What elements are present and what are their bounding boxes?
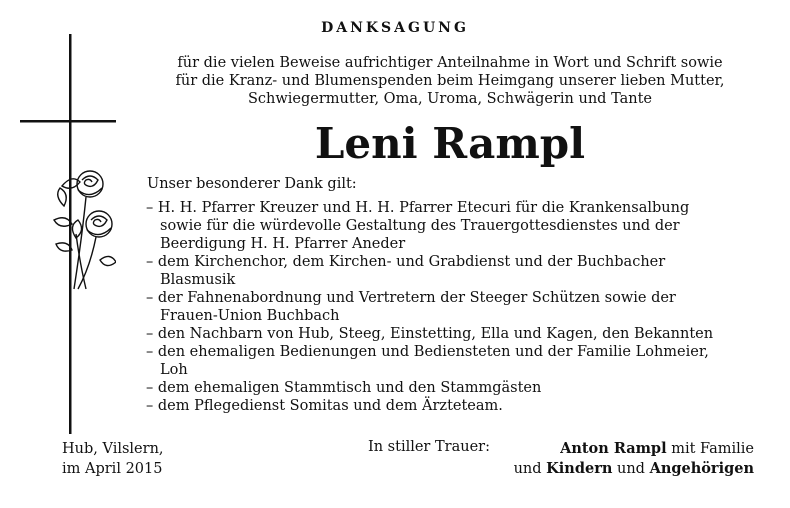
footer-place-date <box>62 439 164 479</box>
mourner-line2-pre: und <box>513 461 547 477</box>
mourners-line-2 <box>514 459 754 479</box>
list-item <box>146 199 766 253</box>
list-item-line: Beerdigung H. H. Pfarrer Aneder <box>160 236 406 252</box>
mourner-name: Anton Rampl <box>560 440 667 457</box>
list-item-line: – dem Pflegedienst Somitas und dem Ärzteteam. <box>146 398 503 414</box>
rose-icon <box>54 171 116 289</box>
mourner-children: Kindern <box>546 460 613 477</box>
list-item-line: Loh <box>160 362 188 378</box>
footer-date: im April 2015 <box>62 461 163 477</box>
list-item-line: Frauen-Union Buchbach <box>160 308 340 324</box>
thanks-intro: Unser besonderer Dank gilt: <box>147 176 357 192</box>
list-item <box>146 397 766 415</box>
cross-with-roses <box>16 34 116 434</box>
intro-line: Schwiegermutter, Oma, Uroma, Schwägerin und Tante <box>247 91 653 107</box>
list-item-line: sowie für die würdevolle Gestaltung des Trauergottesdienstes und der <box>160 218 680 234</box>
mourner-line2-mid: und <box>612 461 650 477</box>
mourning-prefix: In stiller Trauer: <box>368 439 490 455</box>
mourners-line-1 <box>514 439 754 459</box>
list-item <box>146 289 766 325</box>
list-item <box>146 253 766 289</box>
intro-line: für die vielen Beweise aufrichtiger Anteilnahme in Wort und Schrift sowie <box>177 55 723 71</box>
intro-line: für die Kranz- und Blumenspenden beim Heimgang unserer lieben Mutter, <box>175 73 725 89</box>
list-item-line: – dem Kirchenchor, dem Kirchen- und Grabdienst und der Buchbacher <box>146 254 666 270</box>
list-item-line: Blasmusik <box>160 272 236 288</box>
footer-place: Hub, Vilslern, <box>62 441 164 457</box>
list-item-line: – H. H. Pfarrer Kreuzer und H. H. Pfarrer Etecuri für die Krankensalbung <box>146 200 690 216</box>
list-item-line: – der Fahnenabordnung und Vertretern der Steeger Schützen sowie der <box>146 290 676 306</box>
list-item <box>146 325 766 343</box>
list-item-line: – den ehemaligen Bedienungen und Bediensteten und der Familie Lohmeier, <box>146 344 709 360</box>
heading: DANKSAGUNG <box>321 20 469 36</box>
list-item-line: – den Nachbarn von Hub, Steeg, Einstetting, Ella und Kagen, den Bekannten <box>146 326 714 342</box>
list-item-line: – dem ehemaligen Stammtisch und den Stammgästen <box>146 380 542 396</box>
deceased-name: Leni Rampl <box>314 119 586 168</box>
intro-text <box>140 54 760 108</box>
list-item <box>146 343 766 379</box>
mourner-relatives: Angehörigen <box>649 460 754 477</box>
thanks-list <box>146 199 766 415</box>
mourners <box>514 439 754 479</box>
list-item <box>146 379 766 397</box>
mourner-rest: mit Familie <box>666 441 754 457</box>
